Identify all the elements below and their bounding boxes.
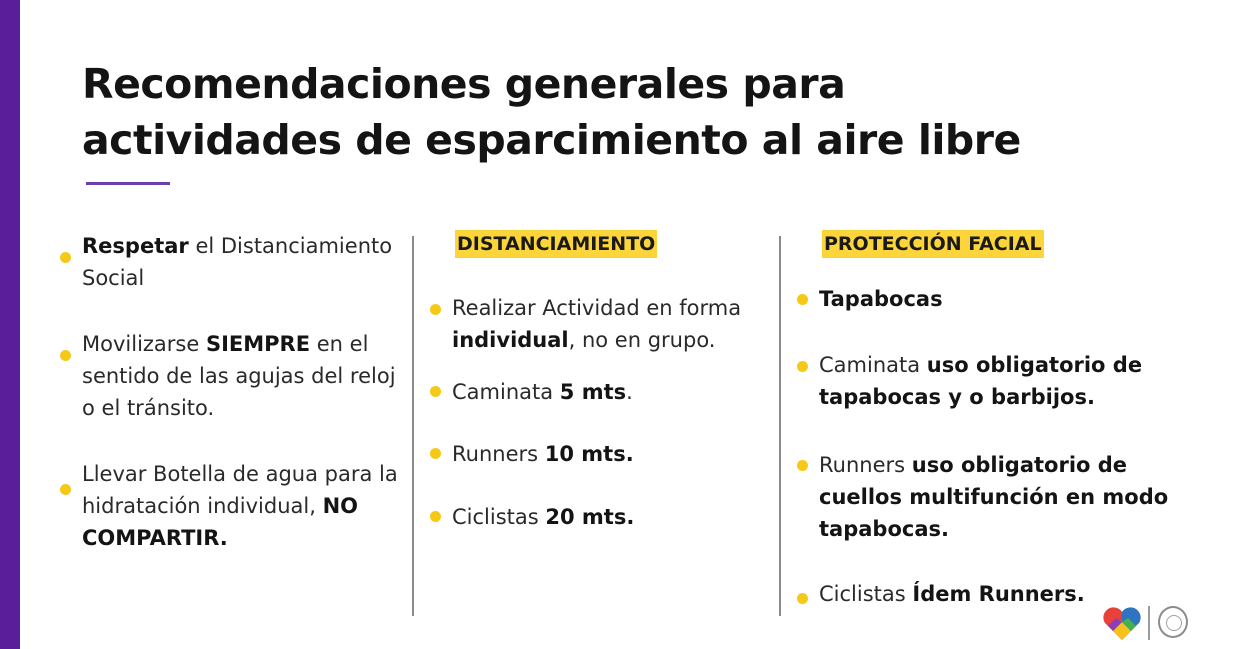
item-bold: uso obligatorio de tapabocas y o barbijos. [819,353,1143,409]
footer-logos [1100,604,1195,644]
item-bold: uso obligatorio de cuellos multifunción en modo tapabocas. [819,453,1169,541]
column-divider-1 [412,236,414,616]
item-text: Ciclistas [452,505,546,529]
list-item [430,376,772,408]
item-bold: Tapabocas [819,287,943,311]
item-bold: SIEMPRE [205,332,311,356]
bullet-icon [797,361,808,372]
list-item [797,449,1209,545]
bullet-icon [797,593,808,604]
bullet-icon [430,448,441,459]
item-bold: individual [452,328,569,352]
item-text: Runners [452,442,545,466]
distanciamiento-column [430,230,770,529]
list-item [60,328,412,424]
list-item [430,438,772,470]
seal-inner-icon [1166,615,1182,631]
seal-logo-icon [1158,606,1188,638]
title-underline [86,182,170,185]
item-text: Runners [819,453,912,477]
item-text: el Distanciamiento Social [82,234,393,290]
page-title [82,56,1182,168]
logo-separator [1148,606,1150,640]
bullet-icon [430,386,441,397]
title-line-1: Recomendaciones generales para [82,60,846,108]
column-divider-2 [779,236,781,616]
item-bold: 10 mts. [544,442,634,466]
bullet-icon [430,511,441,522]
bullet-icon [797,460,808,471]
bullet-icon [430,304,441,315]
item-bold: Ídem Runners. [912,582,1085,606]
bullet-icon [60,252,71,263]
item-text: , no en grupo. [568,328,716,352]
item-text: Caminata [452,380,560,404]
bullet-icon [60,350,71,361]
item-text: Ciclistas [819,582,913,606]
distanciamiento-heading: DISTANCIAMIENTO [455,230,657,258]
item-bold: 5 mts [559,380,627,404]
proteccion-column [797,230,1207,606]
item-text: Movilizarse [82,332,206,356]
list-item [797,349,1209,413]
item-text: Realizar Actividad en forma [452,296,742,320]
list-item [430,292,772,356]
item-text: . [626,380,633,404]
bullet-icon [797,294,808,305]
title-line-2: actividades de esparcimiento al aire libre [82,116,1021,164]
list-item [797,283,1209,315]
list-item [430,501,772,533]
item-bold: NO COMPARTIR. [82,494,358,550]
list-item [60,230,412,294]
side-accent-bar [0,0,20,649]
item-bold: Respetar [82,234,189,258]
item-text: Llevar Botella de agua para la hidratación individual, [82,462,398,518]
bullet-icon [60,484,71,495]
item-bold: 20 mts. [545,505,635,529]
item-text: en el sentido de las agujas del reloj o el tránsito. [82,332,396,420]
item-text: Caminata [819,353,927,377]
proteccion-heading: PROTECCIÓN FACIAL [822,230,1044,258]
list-item [60,458,412,554]
heart-logo-icon [1102,606,1142,642]
